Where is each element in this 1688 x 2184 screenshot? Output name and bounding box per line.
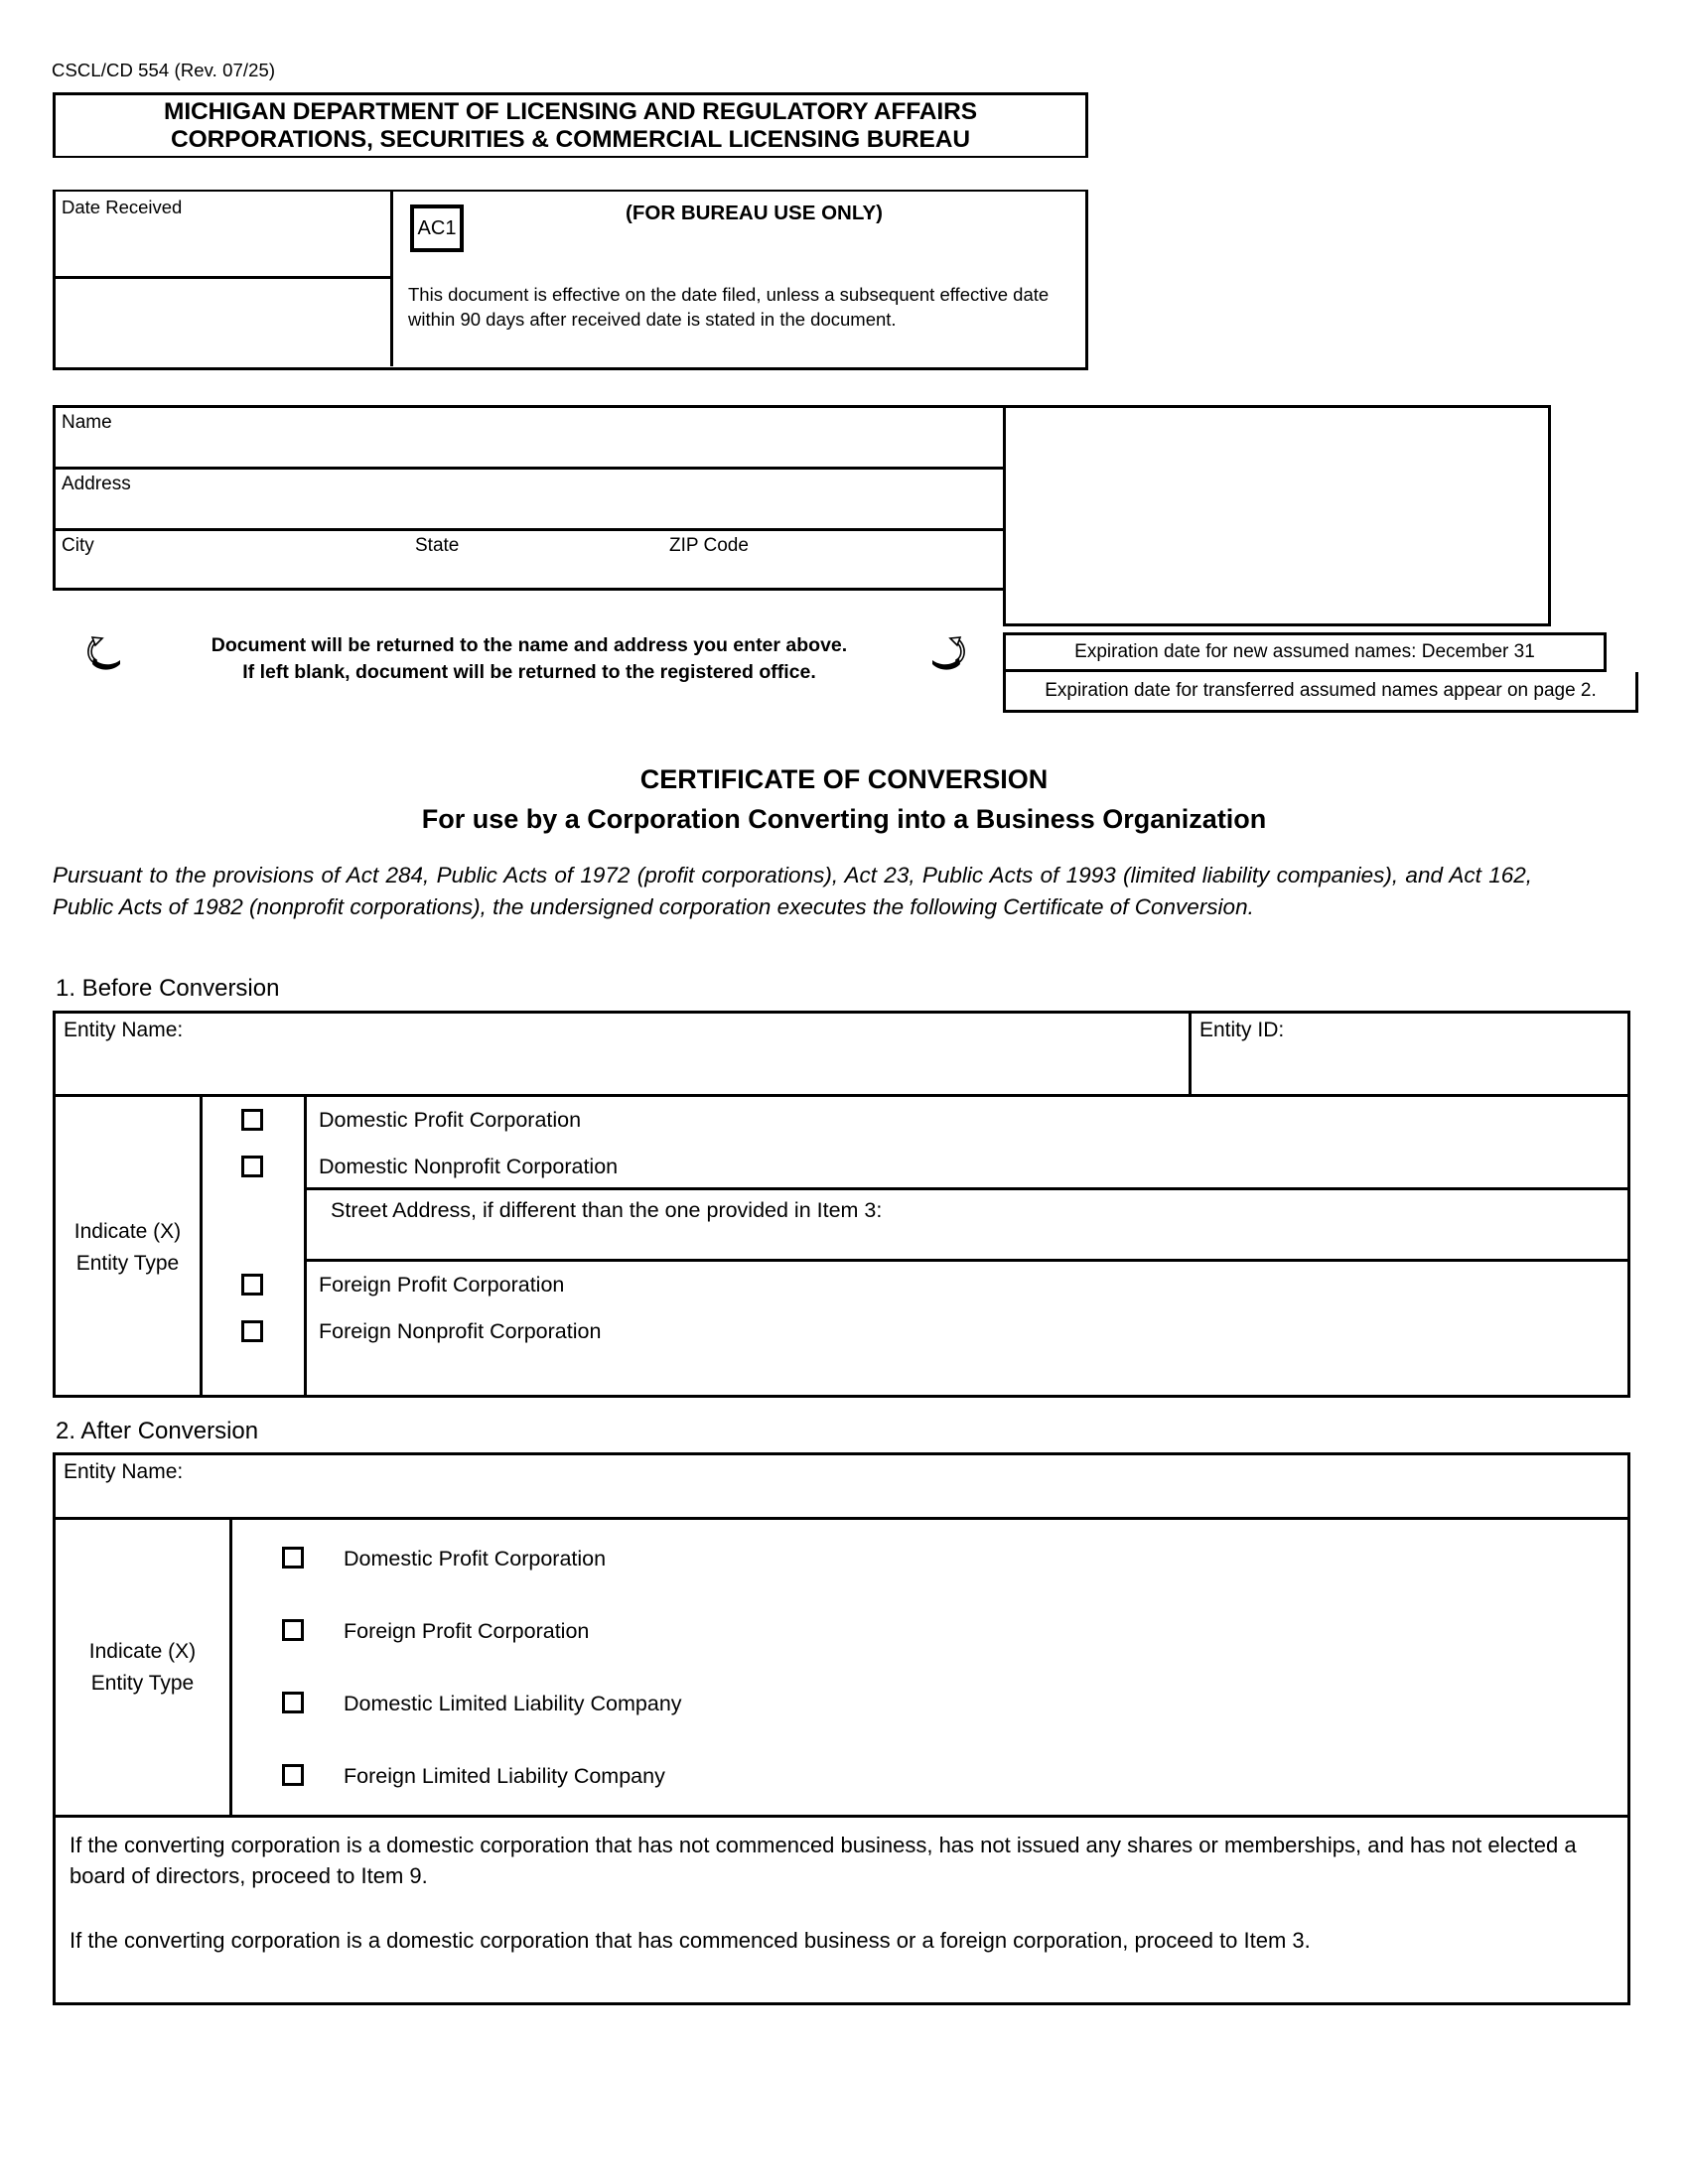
section-2-note-1: If the converting corporation is a domestic corporation that has not commenced business, has not issued any shares or memberships, and has not elected a board of directors, proceed to Item 9.	[70, 1833, 1577, 1889]
date-received-blank-cell[interactable]	[56, 279, 393, 366]
return-instruction-line-2: If left blank, document will be returned to the registered office.	[242, 660, 816, 683]
section-1-entity-name-cell[interactable]	[56, 1014, 1192, 1094]
section-1-table	[53, 1011, 1630, 1398]
return-instruction-text	[152, 632, 907, 686]
section-2-option-label-3: Foreign Limited Liability Company	[344, 1764, 665, 1788]
return-address-row[interactable]	[56, 470, 1003, 531]
date-received-label: Date Received	[62, 197, 183, 217]
section-2-entity-name-label: Entity Name:	[64, 1460, 184, 1483]
section-2-option-label-2: Domestic Limited Liability Company	[344, 1692, 682, 1715]
section-1-entity-id-cell[interactable]	[1192, 1014, 1627, 1094]
agency-line-2: CORPORATIONS, SECURITIES & COMMERCIAL LICENSING BUREAU	[171, 125, 970, 153]
bureau-stamp-area	[1003, 405, 1551, 626]
checkbox-before-foreign-nonprofit-corporation[interactable]	[241, 1320, 263, 1342]
section-1-option-column	[307, 1097, 1627, 1398]
return-name-row[interactable]	[56, 408, 1003, 470]
certificate-title-block	[0, 764, 1688, 835]
section-1-checkbox-column	[203, 1097, 307, 1398]
return-city-state-zip-row[interactable]	[56, 531, 1003, 588]
certificate-title: CERTIFICATE OF CONVERSION	[639, 764, 1049, 794]
agency-line-1: MICHIGAN DEPARTMENT OF LICENSING AND REGULATORY AFFAIRS	[164, 97, 977, 125]
section-2-indicate-entity-type-label	[56, 1520, 232, 1815]
section-1-option-label-1: Domestic Nonprofit Corporation	[307, 1144, 1627, 1190]
return-state-label: State	[415, 535, 460, 556]
section-2-indicate-line-2: Entity Type	[90, 1671, 195, 1695]
date-received-cell	[56, 192, 393, 279]
return-instruction-line-1: Document will be returned to the name and address you enter above.	[211, 634, 848, 656]
bureau-use-only-label: (FOR BUREAU USE ONLY)	[626, 202, 883, 224]
checkbox-after-domestic-profit-corporation[interactable]	[282, 1547, 304, 1569]
section-2-table	[53, 1452, 1630, 2005]
checkbox-before-domestic-profit-corporation[interactable]	[241, 1109, 263, 1131]
return-name-label: Name	[62, 412, 112, 433]
section-1-name-row	[56, 1014, 1627, 1097]
pursuant-paragraph: Pursuant to the provisions of Act 284, Public Acts of 1972 (profit corporations), Act 23, Public Acts of 1993 (limited liability companies), and Act 162, Public Acts of 1982 (nonprofit corporations), the undersigned corporation executes the following Certificate of Conversion.	[53, 863, 1532, 920]
section-1-entity-type-body	[56, 1097, 1627, 1398]
checkbox-after-foreign-profit-corporation[interactable]	[282, 1619, 304, 1641]
effective-date-note: This document is effective on the date filed, unless a subsequent effective date within 90 days after received date is stated in the document.	[408, 284, 1050, 330]
expiration-transferred-assumed-names-text: Expiration date for transferred assumed names appear on page 2.	[1045, 680, 1597, 701]
ac1-code-label: AC1	[417, 216, 457, 239]
section-2-proceed-notes	[56, 1818, 1627, 2002]
checkbox-after-domestic-limited-liability-company[interactable]	[282, 1692, 304, 1713]
return-address-block	[53, 405, 1006, 591]
return-zip-label: ZIP Code	[669, 535, 749, 556]
section-1-option-label-3: Foreign Nonprofit Corporation	[319, 1319, 602, 1343]
return-instructions	[53, 626, 1006, 694]
section-1-street-address-field[interactable]	[307, 1190, 1627, 1262]
checkbox-after-foreign-limited-liability-company[interactable]	[282, 1764, 304, 1786]
form-revision-code: CSCL/CD 554 (Rev. 07/25)	[52, 60, 276, 80]
section-2-note-2: If the converting corporation is a domestic corporation that has commenced business or a foreign corporation, proceed to Item 3.	[70, 1928, 1311, 1954]
return-city-label: City	[62, 535, 94, 556]
section-1-indicate-line-2: Entity Type	[75, 1251, 180, 1275]
section-1-indicate-line-1: Indicate (X)	[73, 1220, 182, 1243]
section-1-entity-id-label: Entity ID:	[1199, 1019, 1285, 1041]
checkbox-before-domestic-nonprofit-corporation[interactable]	[241, 1156, 263, 1177]
checkbox-before-foreign-profit-corporation[interactable]	[241, 1274, 263, 1296]
agency-header	[53, 92, 1088, 158]
section-1-option-label-2: Foreign Profit Corporation	[319, 1273, 565, 1297]
expiration-new-assumed-names-text: Expiration date for new assumed names: December 31	[1074, 641, 1535, 662]
curved-arrow-up-mirrored-icon	[926, 633, 972, 679]
section-1-street-address-label: Street Address, if different than the one provided in Item 3:	[331, 1198, 883, 1222]
expiration-transferred-assumed-names-box	[1003, 672, 1638, 713]
section-1-indicate-entity-type-label	[56, 1097, 203, 1398]
section-1-heading: 1. Before Conversion	[56, 975, 280, 1002]
section-2-option-column	[232, 1520, 1627, 1815]
section-2-option-label-0: Domestic Profit Corporation	[344, 1547, 607, 1570]
section-1-option-label-0: Domestic Profit Corporation	[319, 1108, 582, 1132]
section-1-entity-name-label: Entity Name:	[64, 1019, 184, 1041]
section-2-option-label-1: Foreign Profit Corporation	[344, 1619, 590, 1643]
curved-arrow-up-icon	[80, 633, 126, 679]
return-address-label: Address	[62, 474, 131, 494]
bureau-use-block	[53, 190, 1088, 370]
section-2-indicate-line-1: Indicate (X)	[88, 1640, 197, 1663]
section-2-heading: 2. After Conversion	[56, 1418, 259, 1444]
expiration-new-assumed-names-box	[1003, 632, 1607, 672]
section-2-entity-type-body	[56, 1520, 1627, 1818]
certificate-subtitle: For use by a Corporation Converting into a Business Organization	[421, 804, 1267, 834]
bureau-use-cell	[393, 192, 1085, 366]
section-2-entity-name-cell[interactable]	[56, 1455, 1627, 1520]
